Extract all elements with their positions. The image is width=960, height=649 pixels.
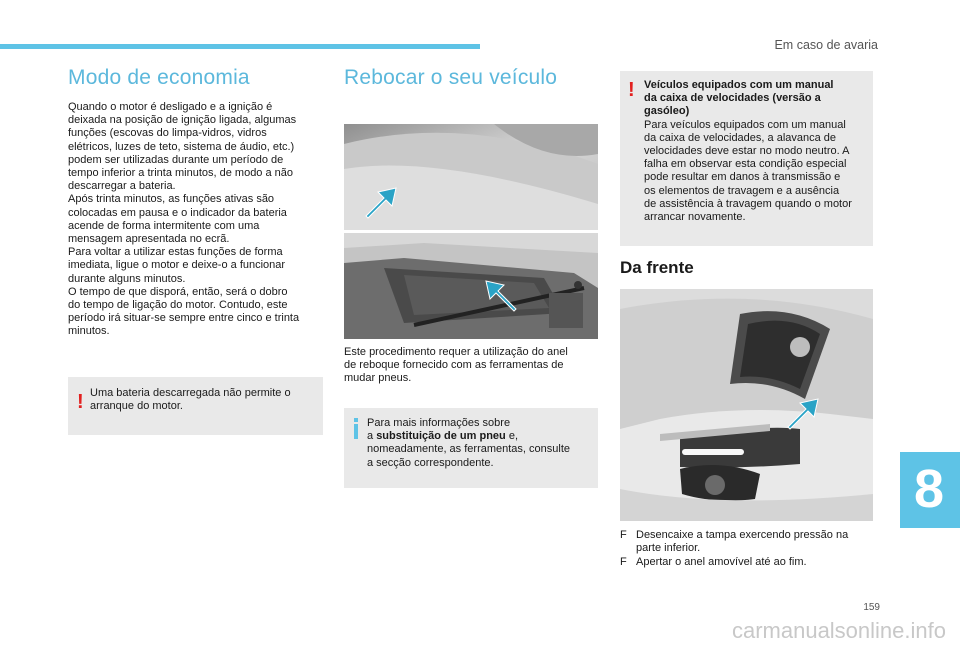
gearbox-warning-text: Veículos equipados com um manual da caixa de velocidades (versão a gasóleo) Para veículos equipados com um manual da caixa de velocidades, a alavanca de velocidades deve estar no modo neutro. A falha em observar esta condição especial pode resultar em danos à transmissão e os elementos de travagem e a ausência de assistência à travagem quando o motor arrancar novamente. bbox=[644, 79, 852, 224]
economy-text-line: funções (escovas do limpa-vidros, vidros bbox=[68, 127, 267, 140]
economy-text-line: do tempo de ligação do motor. Contudo, este bbox=[68, 299, 288, 312]
warning-exclamation-icon: ! bbox=[77, 391, 84, 413]
economy-text-line: minutos. bbox=[68, 325, 110, 338]
front-bumper-photo bbox=[620, 289, 873, 521]
economy-text-line: Quando o motor é desligado e a ignição é bbox=[68, 101, 273, 113]
subsection-title-front: Da frente bbox=[620, 258, 694, 277]
step-1: F Desencaixe a tampa exercendo pressão na parte inferior. bbox=[620, 529, 849, 555]
economy-text-line: acende de forma intermitente com uma bbox=[68, 219, 260, 232]
tyre-info-text: Para mais informações sobre a substituição de um pneu e, nomeadamente, as ferramentas, consulte a secção correspondente. bbox=[367, 417, 571, 469]
economy-text-line: Após trinta minutos, as funções ativas são bbox=[68, 193, 275, 206]
battery-warning-note bbox=[68, 377, 323, 435]
economy-text-line: mensagem apresentada no ecrã. bbox=[68, 233, 230, 246]
economy-text-line: elétricos, luzes de teto, sistema de áudio, etc.) bbox=[68, 140, 295, 153]
economy-text-line: O tempo de que disporá, então, será o dobro bbox=[68, 285, 288, 298]
economy-text-line: durante alguns minutos. bbox=[68, 272, 186, 285]
gearbox-warning-note bbox=[620, 71, 873, 246]
economy-text-line: imediata, ligue o motor e deixe-o a funcionar bbox=[68, 259, 286, 272]
section-title-towing: Rebocar o seu veículo bbox=[344, 66, 558, 89]
tyre-info-note bbox=[344, 408, 598, 488]
step-marker: F bbox=[620, 556, 627, 568]
economy-text-line: podem ser utilizadas durante um período de bbox=[68, 153, 284, 166]
page-number: 159 bbox=[863, 602, 880, 613]
economy-text-line: Para voltar a utilizar estas funções de forma bbox=[68, 246, 283, 259]
tow-ring-photo-2 bbox=[344, 233, 598, 339]
battery-warning-text: Uma bateria descarregada não permite o arranque do motor. bbox=[90, 387, 291, 413]
economy-text-line: deixada na posição de ignição ligada, algumas bbox=[68, 114, 297, 127]
economy-body-text bbox=[68, 101, 328, 339]
economy-text-line: período irá situar-se sempre entre cinco e trinta bbox=[68, 312, 300, 325]
top-accent-bar bbox=[0, 44, 480, 49]
section-title-economy: Modo de economia bbox=[68, 66, 250, 89]
step-marker: F bbox=[620, 529, 627, 541]
section-header: Em caso de avaria bbox=[774, 38, 878, 52]
economy-text-line: tempo inferior a trinta minutos, de modo a não bbox=[68, 167, 294, 180]
economy-text-line: descarregar a bateria. bbox=[68, 180, 176, 193]
chapter-tab bbox=[900, 452, 960, 528]
watermark: carmanualsonline.info bbox=[731, 618, 946, 643]
tyre-change-link[interactable]: substituição de um pneu bbox=[376, 430, 506, 443]
tow-ring-photo-1 bbox=[344, 124, 598, 230]
chapter-number: 8 bbox=[914, 459, 945, 519]
towing-caption: Este procedimento requer a utilização do anel de reboque fornecido com as ferramentas de mudar pneus. bbox=[344, 346, 568, 385]
warning-exclamation-icon: ! bbox=[628, 79, 635, 101]
step-2: F Apertar o anel amovível até ao fim. bbox=[620, 556, 807, 568]
economy-text-line: colocadas em pausa e o indicador da bateria bbox=[68, 206, 287, 219]
info-icon bbox=[354, 418, 358, 440]
